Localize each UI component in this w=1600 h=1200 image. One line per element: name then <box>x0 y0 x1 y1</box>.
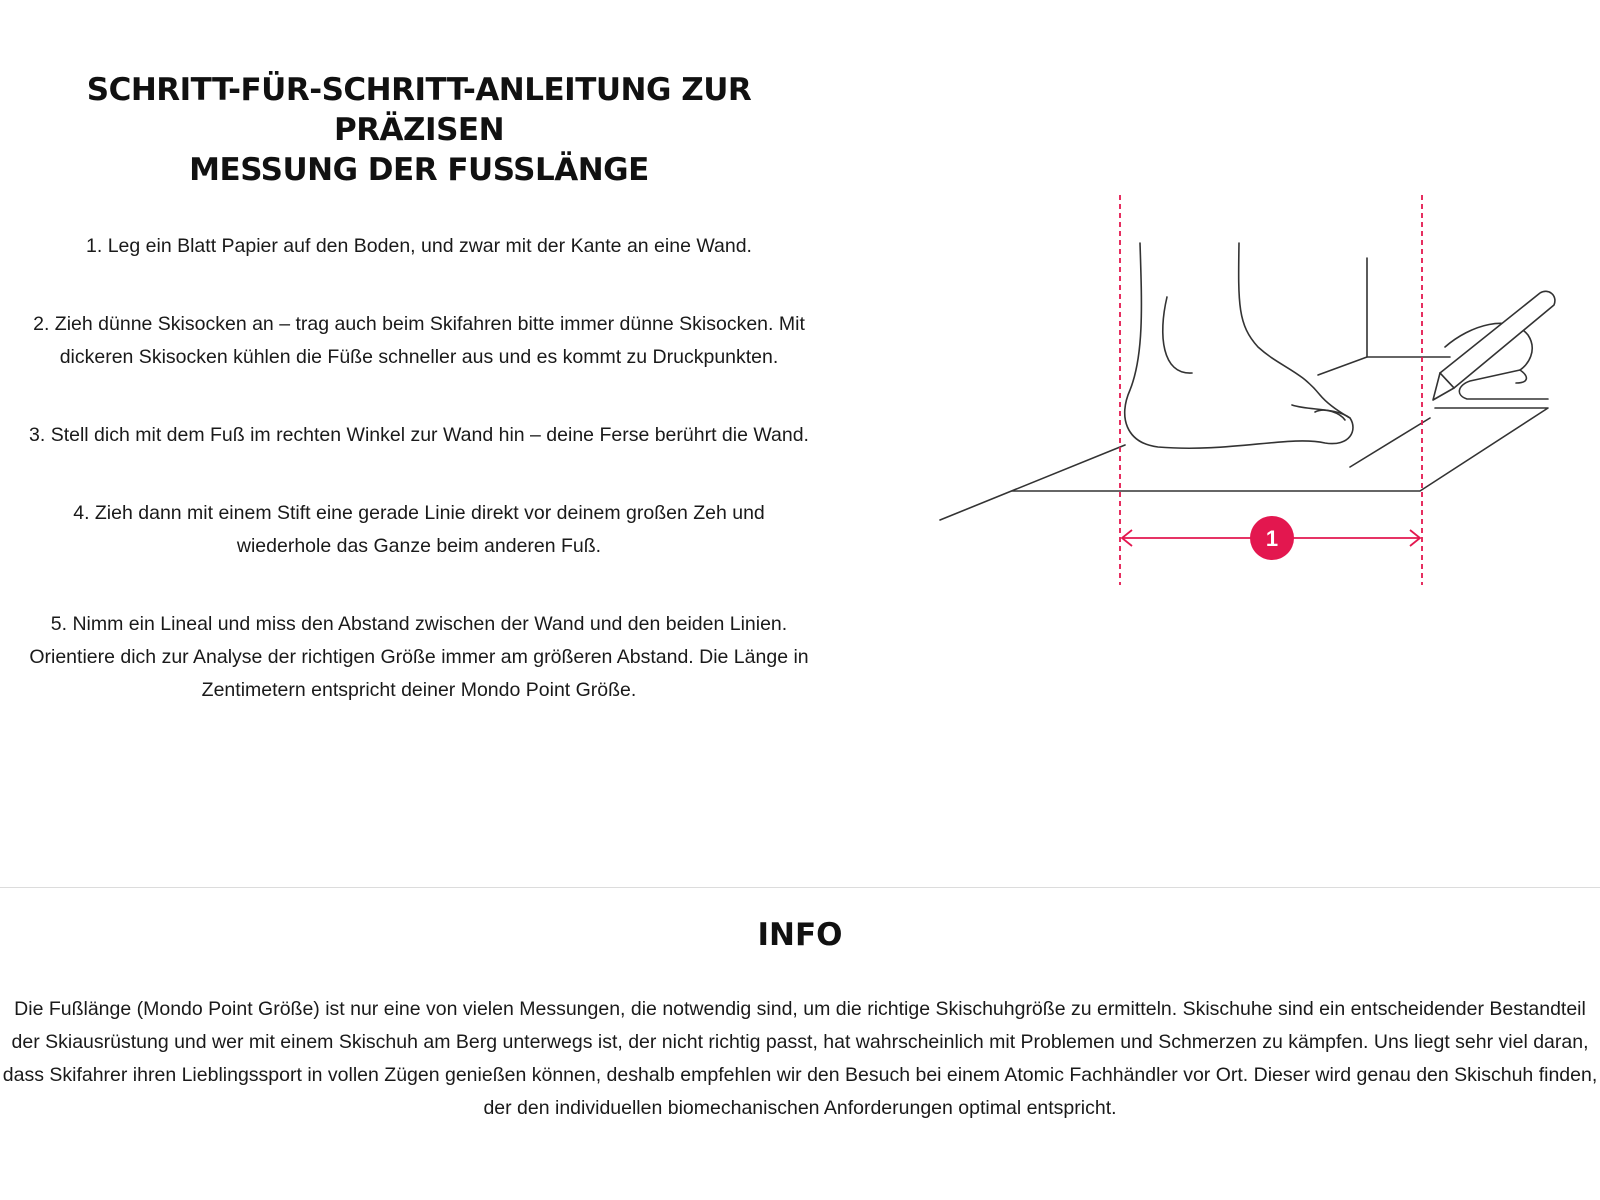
step-text: 3. Stell dich mit dem Fuß im rechten Winkel zur Wand hin – deine Ferse berührt die Wand. <box>29 424 809 446</box>
leg-front <box>1239 243 1350 418</box>
step-text: 5. Nimm ein Lineal und miss den Abstand zwischen der Wand und den beiden Linien. Orientiere dich zur Analyse der richtigen Größe immer am größeren Abstand. Die Länge in Zentimetern entspricht deiner Mondo Point Größe. <box>29 613 809 701</box>
measure-badge-label: 1 <box>1265 526 1279 551</box>
paper-sheet <box>1012 408 1548 491</box>
guide-title-line-1: SCHRITT-FÜR-SCHRITT-ANLEITUNG ZUR PRÄZISEN <box>86 72 752 148</box>
guide-title <box>0 70 838 190</box>
info-title: INFO <box>757 917 843 953</box>
step-4 <box>0 497 838 563</box>
step-3 <box>0 419 838 452</box>
ankle-line <box>1163 297 1192 373</box>
step-text: 4. Zieh dann mit einem Stift eine gerade Linie direkt vor deinem großen Zeh und wiederhole das Ganze beim anderen Fuß. <box>73 502 765 557</box>
info-text: Die Fußlänge (Mondo Point Größe) ist nur eine von vielen Messungen, die notwendig sind, um die richtige Skischuhgröße zu ermitteln. Skischuhe sind ein entscheidender Bestandteil der Skiausrüstung und wer mit einem Skischuh am Berg unterwegs ist, der nicht richtig passt, hat wahrscheinlich mit Problemen und Schmerzen zu kämpfen. Uns liegt sehr viel daran, dass Skifahrer ihren Lieblingssport in vollen Zügen genießen können, deshalb empfehlen wir den Besuch bei einem Atomic Fachhändler vor Ort. Dieser wird genau den Skischuh finden, der den individuellen biomechanischen Anforderungen optimal entspricht. <box>2 998 1598 1119</box>
foot-measuring-illustration <box>930 185 1590 605</box>
step-2 <box>0 308 838 374</box>
wall-corner <box>1367 258 1450 357</box>
paper-front-edge <box>1350 418 1430 467</box>
step-text: 1. Leg ein Blatt Papier auf den Boden, und zwar mit der Kante an eine Wand. <box>86 235 752 257</box>
floor-line <box>940 445 1125 520</box>
hand-thumb <box>1516 370 1526 383</box>
section-divider <box>0 887 1600 888</box>
wall-base <box>1318 357 1367 375</box>
guide-title-line-2: MESSUNG DER FUSSLÄNGE <box>189 152 649 188</box>
steps-list <box>0 230 838 707</box>
step-1 <box>0 230 838 263</box>
pencil-icon <box>1433 291 1555 400</box>
step-text: 2. Zieh dünne Skisocken an – trag auch beim Skifahren bitte immer dünne Skisocken. Mit dickeren Skisocken kühlen die Füße schneller aus und es kommt zu Druckpunkten. <box>33 313 805 368</box>
info-section <box>0 915 1600 1125</box>
step-5 <box>0 608 838 707</box>
measurement-guide <box>0 70 838 752</box>
foot-measuring-svg <box>930 185 1590 605</box>
